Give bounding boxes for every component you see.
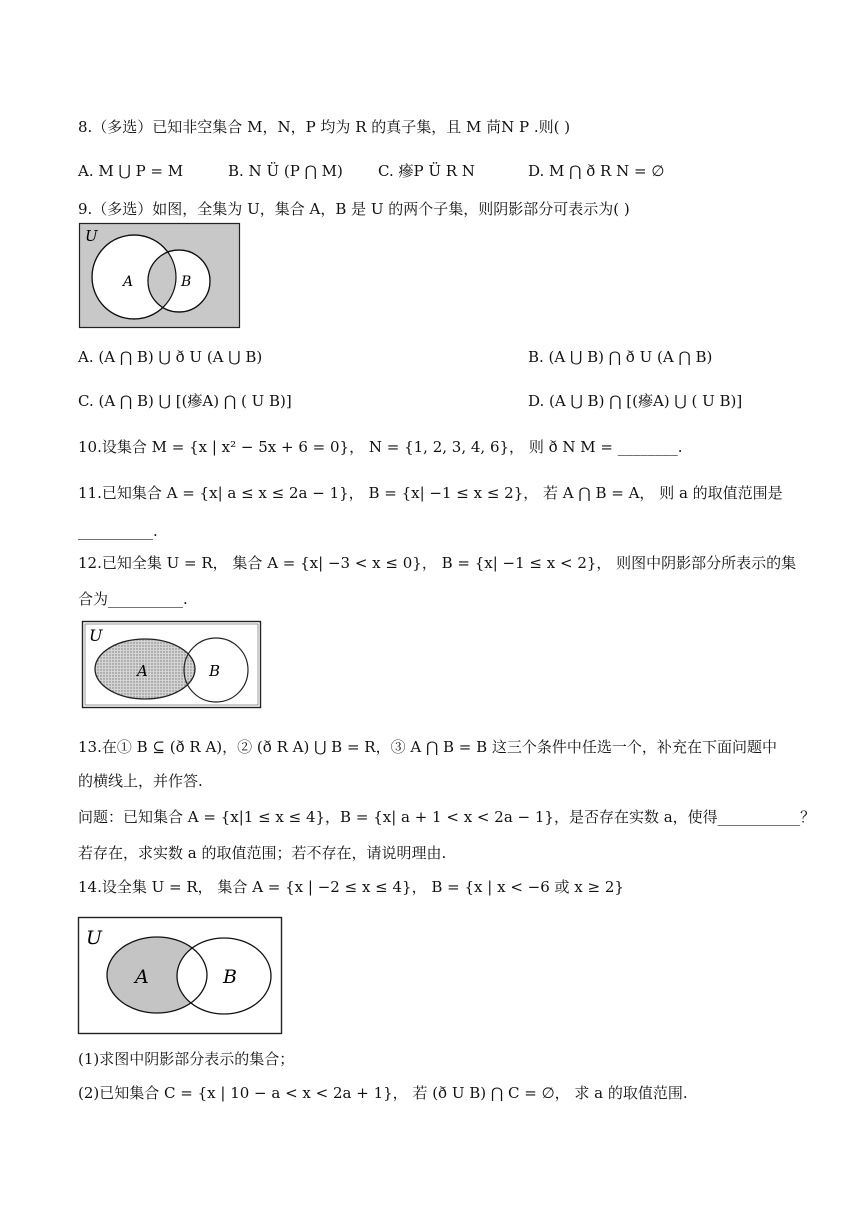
q14-label-b: B: [223, 966, 237, 988]
q14-venn-diagram: [78, 917, 284, 1035]
q9-option-a: A. (A ⋂ B) ⋃ ð U (A ⋃ B): [78, 348, 263, 366]
q14-label-a: A: [135, 966, 149, 988]
q12-answer-line: 合为__________.: [78, 590, 188, 608]
q9-label-b: B: [181, 274, 192, 290]
q12-label-a: A: [137, 662, 148, 680]
q8-stem: 8.（多选）已知非空集合 M，N，P 均为 R 的真子集，且 M 苘N P .则( ): [78, 118, 571, 136]
q12-label-u: U: [89, 626, 103, 645]
q8-option-d: D. M ⋂ ð R N = ∅: [528, 162, 665, 180]
q9-option-b: B. (A ⋃ B) ⋂ ð U (A ⋂ B): [528, 348, 713, 366]
q14-stem: 14.设全集 U = R， 集合 A = {x | −2 ≤ x ≤ 4}， B = {x | x < −6 或 x ≥ 2}: [78, 878, 624, 896]
q9-label-a: A: [123, 274, 134, 290]
q9-option-d: D. (A ⋃ B) ⋂ [(瘮A) ⋃ ( U B)]: [528, 392, 743, 410]
q8-option-c: C. 瘮P Ü R N: [378, 162, 475, 180]
q12-label-b: B: [209, 662, 221, 680]
q10-stem: 10.设集合 M = {x | x² − 5x + 6 = 0}， N = {1, 2, 3, 4, 6}， 则 ð N M = ________.: [78, 438, 683, 456]
q13-stem: 13.在① B ⊆ (ð R A)，② (ð R A) ⋃ B = R，③ A ⋂ B = B 这三个条件中任选一个，补充在下面问题中: [78, 738, 777, 756]
q14-part2: (2)已知集合 C = {x | 10 − a < x < 2a + 1}， 若 (ð U B) ⋂ C = ∅， 求 a 的取值范围.: [78, 1084, 688, 1102]
q12-venn-diagram: [82, 621, 262, 709]
q9-label-u: U: [85, 227, 98, 245]
q8-option-a: A. M ⋃ P = M: [78, 162, 184, 180]
q14-label-u: U: [86, 927, 103, 949]
q13-stem-cont: 的横线上，并作答.: [78, 772, 203, 790]
q8-option-b: B. N Ü (P ⋂ M): [228, 162, 343, 180]
q11-answer-blank: __________.: [78, 522, 158, 540]
q13-problem: 问题：已知集合 A = {x|1 ≤ x ≤ 4}，B = {x| a + 1 < x < 2a − 1}，是否存在实数 a，使得___________？: [78, 808, 816, 826]
q12-stem: 12.已知全集 U = R， 集合 A = {x| −3 < x ≤ 0}， B = {x| −1 ≤ x < 2}， 则图中阴影部分所表示的集: [78, 554, 797, 572]
q13-end: 若存在，求实数 a 的取值范围；若不存在，请说明理由.: [78, 844, 447, 862]
q9-stem: 9.（多选）如图，全集为 U，集合 A，B 是 U 的两个子集，则阴影部分可表示为( ): [78, 200, 630, 218]
q9-venn-diagram: [79, 223, 241, 329]
q14-part1: (1)求图中阴影部分表示的集合；: [78, 1050, 295, 1068]
q9-option-c: C. (A ⋂ B) ⋃ [(瘮A) ⋂ ( U B)]: [78, 392, 292, 410]
q11-stem: 11.已知集合 A = {x| a ≤ x ≤ 2a − 1}， B = {x| −1 ≤ x ≤ 2}， 若 A ⋂ B = A， 则 a 的取值范围是: [78, 484, 783, 502]
